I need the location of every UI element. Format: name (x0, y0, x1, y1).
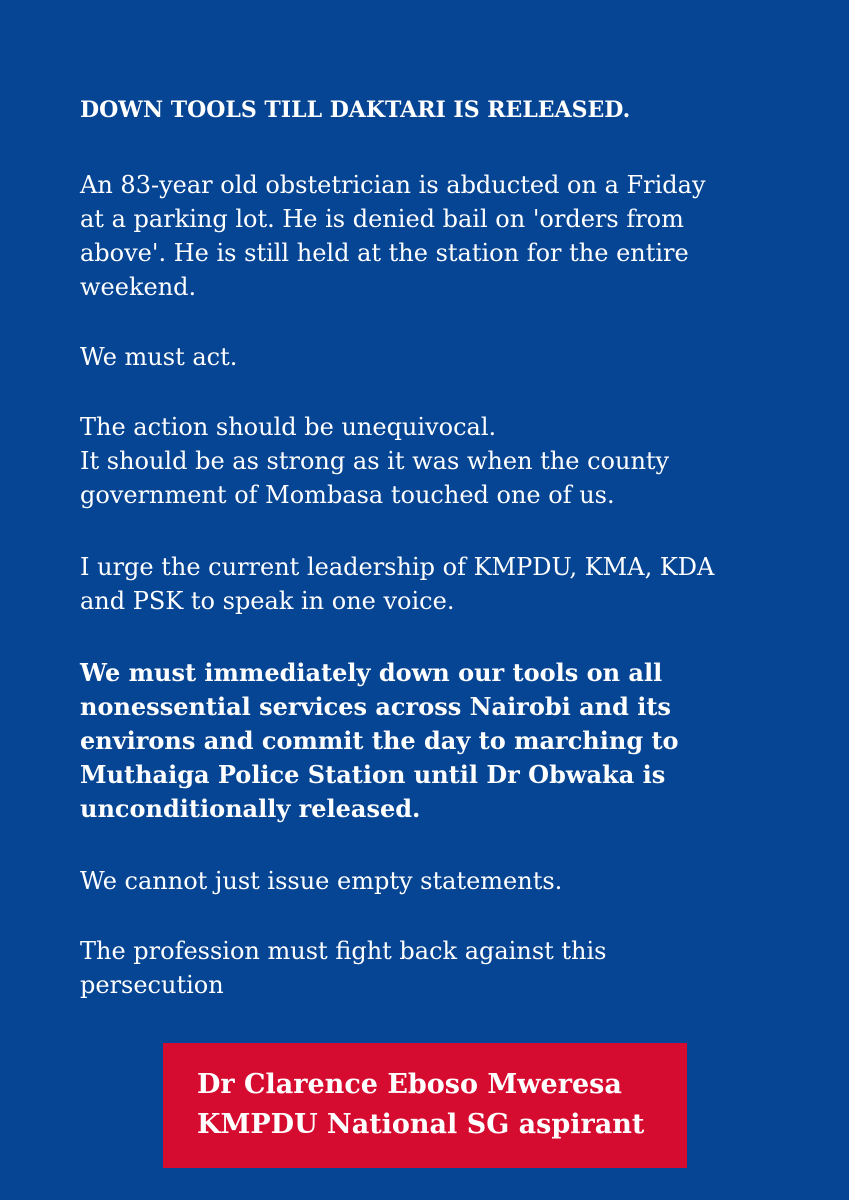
signature-name: Dr Clarence Eboso Mweresa (197, 1069, 622, 1100)
paragraph-line: We cannot just issue empty statements. (80, 867, 563, 895)
paragraph-line: government of Mombasa touched one of us. (80, 481, 615, 509)
spacer (80, 898, 780, 934)
signature-box (163, 1043, 687, 1168)
spacer (80, 304, 780, 340)
paragraph-line: weekend. (80, 273, 197, 301)
paragraph-empty-statements (80, 864, 780, 898)
spacer (80, 374, 780, 410)
headline: DOWN TOOLS TILL DAKTARI IS RELEASED. (80, 97, 631, 123)
paragraph-abduction (80, 168, 780, 304)
paragraph-line: unconditionally released. (80, 794, 421, 823)
paragraph-action (80, 410, 780, 512)
paragraph-line: Muthaiga Police Station until Dr Obwaka is (80, 760, 666, 789)
paragraph-line: environs and commit the day to marching to (80, 726, 679, 755)
paragraph-line: An 83-year old obstetrician is abducted on a Friday (80, 171, 706, 199)
paragraph-line: persecution (80, 971, 224, 999)
paragraph-line: at a parking lot. He is denied bail on 'orders from (80, 205, 684, 233)
signature-title: KMPDU National SG aspirant (197, 1109, 645, 1140)
paragraph-we-must-act (80, 340, 780, 374)
spacer (80, 126, 780, 168)
paragraph-call-to-action (80, 656, 780, 826)
paragraph-leadership (80, 550, 780, 618)
statement-document (80, 94, 780, 1002)
paragraph-line: It should be as strong as it was when the county (80, 447, 670, 475)
spacer (80, 826, 780, 864)
paragraph-line: above'. He is still held at the station for the entire (80, 239, 689, 267)
paragraph-line: I urge the current leadership of KMPDU, KMA, KDA (80, 553, 715, 581)
paragraph-line: We must immediately down our tools on all (80, 658, 663, 687)
paragraph-line: We must act. (80, 343, 238, 371)
paragraph-line: The action should be unequivocal. (80, 413, 497, 441)
spacer (80, 512, 780, 550)
paragraph-persecution (80, 934, 780, 1002)
spacer (80, 618, 780, 656)
paragraph-line: The profession must fight back against this (80, 937, 607, 965)
paragraph-line: and PSK to speak in one voice. (80, 587, 455, 615)
paragraph-line: nonessential services across Nairobi and its (80, 692, 671, 721)
